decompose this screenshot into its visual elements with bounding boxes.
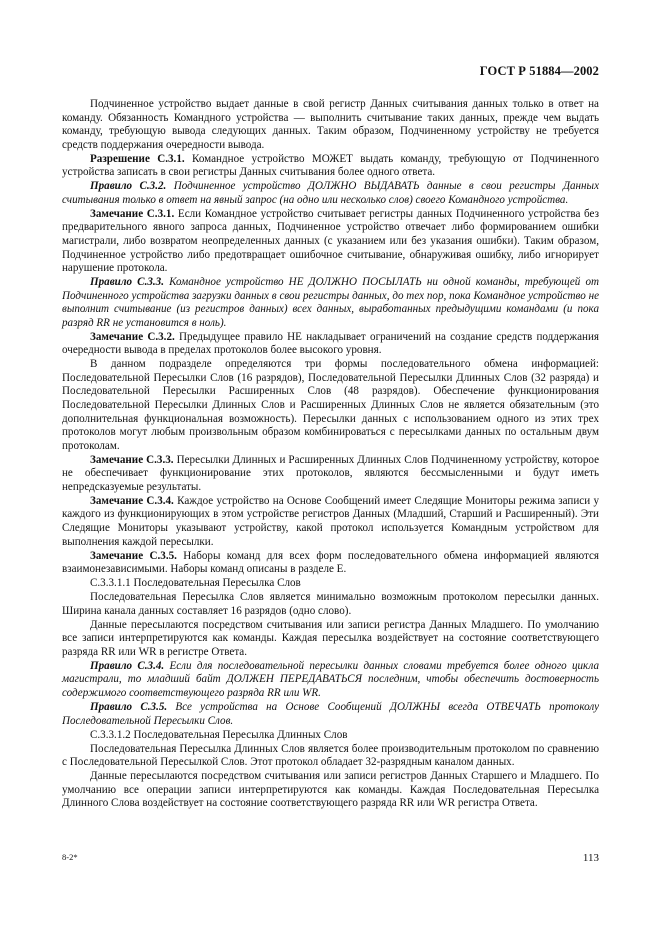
note-paragraph [62, 550, 599, 577]
note-paragraph [62, 454, 599, 495]
paragraph: Данные пересылаются посредством считывания или записи регистров Данных Старшего и Младшего. По умолчанию все операции записи интерпретируются как команды. Каждая Последовательная Пересылка Длинного Слова воздействует на состояние соответствующего разряда RR или WR регистра Ответа. [62, 770, 599, 810]
rule-paragraph [62, 180, 599, 207]
signature-mark: 8-2* [62, 852, 78, 862]
note-paragraph [62, 331, 599, 358]
rule-label: Правило С.3.3. [90, 276, 164, 289]
body-text [62, 98, 599, 811]
rule-paragraph [62, 701, 599, 728]
paragraph: Последовательная Пересылка Слов является минимально возможным протоколом пересылки данных. Ширина канала данных составляет 16 разрядов (одно слово). [62, 591, 599, 617]
note-paragraph [62, 495, 599, 549]
permission-paragraph [62, 153, 599, 180]
rule-label: Правило С.3.5. [90, 701, 168, 714]
rule-paragraph [62, 660, 599, 701]
section-heading: С.3.3.1.2 Последовательная Пересылка Длинных Слов [90, 728, 348, 741]
paragraph-text: Командное устройство МОЖЕТ выдать команду, требующую от Подчиненного устройства записать в свои регистры Данных считывания более одного ответа. [62, 152, 599, 179]
paragraph-text: Командное устройство НЕ ДОЛЖНО ПОСЫЛАТЬ ни одной команды, требующей от Подчиненного устройства загрузки данных в свои регистры данных, до тех пор, пока Командное устройство не выполнит считывание (из регистров данных) всех данных, выработанных предыдущими командами (и пока разряд RR не установится в ноль). [62, 276, 599, 329]
paragraph-text: Все устройства на Основе Сообщений ДОЛЖНЫ всегда ОТВЕЧАТЬ протоколу Последовательной Пересылки Слов. [62, 701, 599, 727]
paragraph-text: Если Командное устройство считывает регистры данных Подчиненного устройства без предварительного явного запроса данных, Подчиненное устройство отвечает либо формированием ошибки магистрали, либо возвратом неопределенных данных (с указанием или без указания ошибки). Таким образом, Подчиненное устройство либо предотвращает ошибочное считывание, обнаруживая ошибку, либо игнорирует нарушение протокола. [62, 207, 599, 275]
paragraph-text: Если для последовательной пересылки данных словами требуется более одного цикла магистрали, то младший байт ДОЛЖЕН ПЕРЕДАВАТЬСЯ последним, чтобы обеспечить достоверность содержимого соответствующего разряда RR или WR. [62, 659, 599, 700]
note-label: Замечание С.3.1. [90, 207, 175, 220]
note-label: Замечание С.3.2. [90, 330, 175, 343]
paragraph: Последовательная Пересылка Длинных Слов является более производительным протоколом по сравнению с Последовательной Пересылкой Слов. Этот протокол обладает 32-разрядным каналом данных. [62, 742, 599, 769]
note-label: Замечание С.3.5. [90, 549, 177, 562]
standard-header: ГОСТ Р 51884—2002 [479, 64, 599, 78]
paragraph: В данном подразделе определяются три формы последовательного обмена информацией: Последовательной Пересылки Слов (16 разрядов), Последовательной Пересылки Длинных Слов (32 разряда) и Последовательной Пересылки Расширенных Слов (48 разрядов). Обеспечение функционирования Последовательной Пересылки Длинных Слов и Расширенных Длинных Слов не является обязательным (это дополнительная функциональная возможность). Пересылки данных с использованием одного из этих трех протоколов могут любым произвольным образом комбинироваться с пересылками данных по остальным двум протоколам. [62, 358, 599, 452]
paragraph-text: Пересылки Длинных и Расширенных Длинных Слов Подчиненному устройству, которое не обеспечивает функционирование этих протоколов, являются бессмысленными и будут иметь непредсказуемые результаты. [62, 453, 600, 493]
rule-label: Правило С.3.4. [90, 659, 165, 672]
paragraph-text: Подчиненное устройство ДОЛЖНО ВЫДАВАТЬ данные в свои регистры Данных считывания только в ответ на явный запрос (на одно или несколько слов) своего Командного устройства. [62, 180, 599, 206]
paragraph-text: Наборы команд для всех форм последовательного обмена информацией являются взаимонезависимыми. Наборы команд описаны в разделе Е. [62, 549, 599, 576]
page-number: 113 [582, 852, 599, 864]
note-label: Замечание С.3.4. [90, 494, 174, 507]
paragraph: Данные пересылаются посредством считывания или записи регистра Данных Младшего. По умолчанию все записи интерпретируются как команды. Каждая пересылка воздействует на состояние соответствующего разряда RR или WR в регистре Ответа. [62, 618, 599, 658]
note-label: Замечание С.3.3. [90, 453, 174, 466]
section-heading: С.3.3.1.1 Последовательная Пересылка Слов [90, 577, 301, 590]
paragraph: Подчиненное устройство выдает данные в свой регистр Данных считывания данных только в ответ на команду. Обязанность Командного устройства — выполнить считывание таких данных, прежде чем выдать команду, требующую вывода следующих данных. Таким образом, Подчиненному устройству не требуется средств поддержания очередности вывода. [62, 98, 599, 151]
paragraph-text: Предыдущее правило НЕ накладывает ограничений на создание средств поддержания очередности вывода в пределах протоколов более высокого уровня. [62, 330, 599, 357]
note-paragraph [62, 208, 599, 276]
permission-label: Разрешение С.3.1. [90, 152, 185, 165]
paragraph-text: Каждое устройство на Основе Сообщений имеет Следящие Мониторы режима записи у каждого из функционирующих в этом устройстве регистров Данных (Младший, Старший и Расширенный). Эти Следящие Мониторы указывают устройству, какой протокол используется Командным устройством для выполнения каждой пересылки. [62, 494, 600, 548]
rule-paragraph [62, 276, 599, 330]
rule-label: Правило С.3.2. [90, 180, 167, 193]
